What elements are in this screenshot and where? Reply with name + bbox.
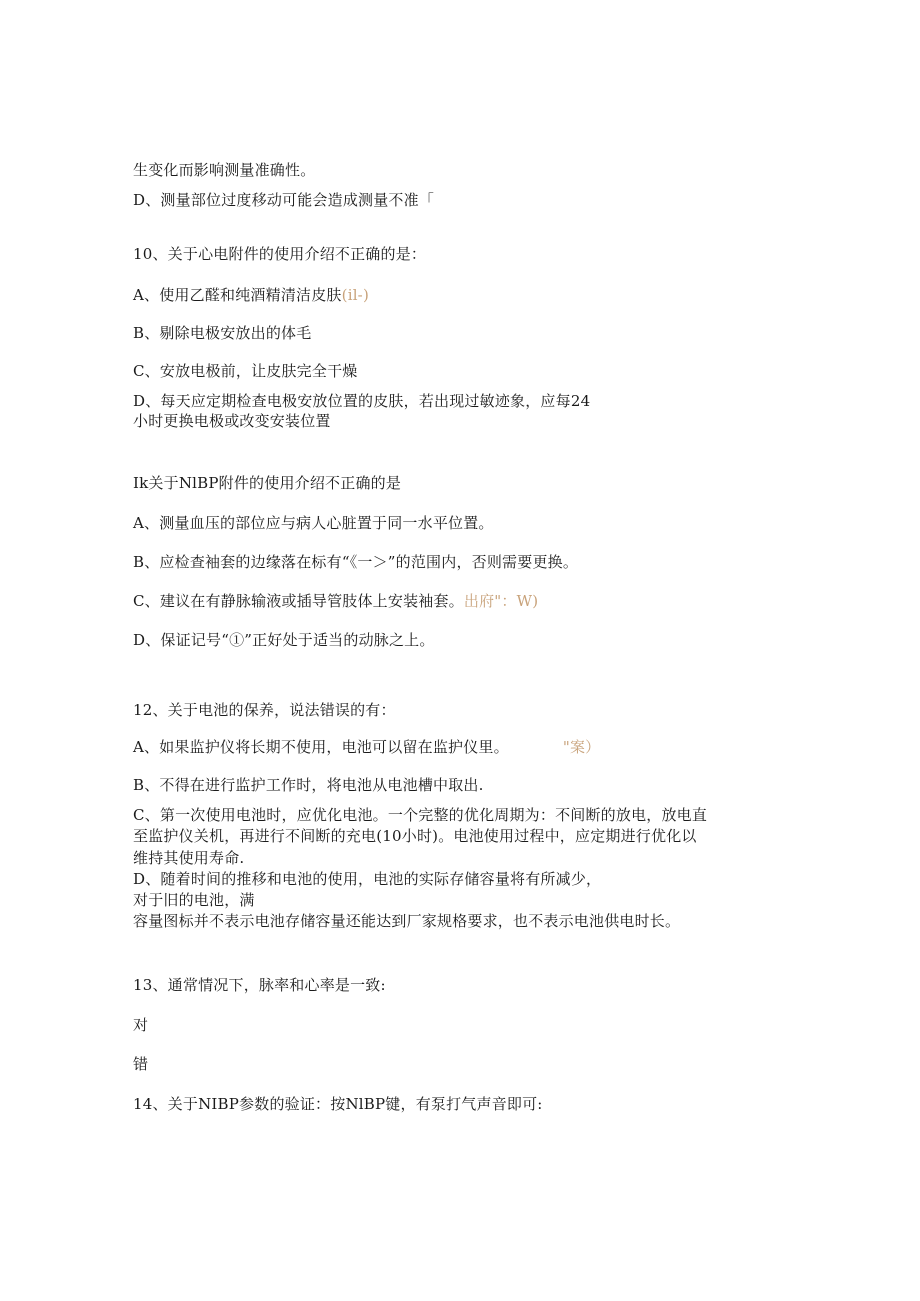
q10-option-d-line2: 小时更换电极或改变安装位置 <box>133 412 331 430</box>
q12-option-b: B、不得在进行监护工作时，将电池从电池槽中取出. <box>133 776 484 794</box>
q10-question: 10、关于心电附件的使用介绍不正确的是： <box>133 245 427 263</box>
q11-option-c-note: 出府"：W) <box>463 592 539 610</box>
q11-option-a: A、测量血压的部位应与病人心脏置于同一水平位置。 <box>133 514 494 532</box>
q12-option-c-line1: C、第一次使用电池时，应优化电池。一个完整的优化周期为：不间断的放电，放电直 <box>133 806 708 824</box>
q10-option-a-text: A、使用乙醛和纯酒精清洁皮肤 <box>133 286 342 304</box>
q10-option-b: B、剔除电极安放出的体毛 <box>133 324 312 342</box>
q13-question: 13、通常情况下，脉率和心率是一致: <box>133 976 386 994</box>
q9-continuation: 生变化而影响测量准确性。 <box>133 161 316 179</box>
q10-option-a-note: (il-) <box>341 286 370 304</box>
q10-option-c: C、安放电极前，让皮肤完全干燥 <box>133 362 358 380</box>
q10-option-a <box>133 285 369 305</box>
q12-option-a-note: "案） <box>562 738 601 756</box>
q11-option-c-text: C、建议在有静脉输液或插导管肢体上安装袖套。 <box>133 592 464 610</box>
q12-option-d-line2: 对于旧的电池，满 <box>133 891 255 909</box>
q13-option-false: 错 <box>133 1055 149 1073</box>
q12-option-a-text: A、如果监护仪将长期不使用，电池可以留在监护仪里。 <box>133 738 509 756</box>
q11-option-c <box>133 591 538 611</box>
q11-option-d: D、保证记号“①”正好处于适当的动脉之上。 <box>133 631 435 649</box>
q12-question: 12、关于电池的保养，说法错误的有： <box>133 701 396 719</box>
q13-option-true: 对 <box>133 1016 149 1034</box>
q12-option-d-line3: 容量图标并不表示电池存储容量还能达到厂家规格要求，也不表示电池供电时长。 <box>133 912 681 930</box>
q11-option-b: B、应检查袖套的边缘落在标有“《一＞”的范围内，否则需要更换。 <box>133 553 579 571</box>
q12-option-c-line2: 至监护仪关机，再进行不间断的充电(10小时)。电池使用过程中，应定期进行优化以 <box>133 827 697 845</box>
q12-option-a <box>133 737 600 757</box>
q11-question: Ik关于NlBP附件的使用介绍不正确的是 <box>133 474 402 492</box>
q14-question: 14、关于NIBP参数的验证：按NlBP键，有泵打气声音即可: <box>133 1095 543 1113</box>
q10-option-d-line1: D、每天应定期检查电极安放位置的皮肤，若出现过敏迹象，应每24 <box>133 392 591 410</box>
q12-option-c-line3: 维持其使用寿命. <box>133 849 245 867</box>
q12-option-d-line1: D、随着时间的推移和电池的使用，电池的实际存储容量将有所减少， <box>133 870 602 888</box>
q9-option-d: D、测量部位过度移动可能会造成测量不准「 <box>133 191 435 209</box>
